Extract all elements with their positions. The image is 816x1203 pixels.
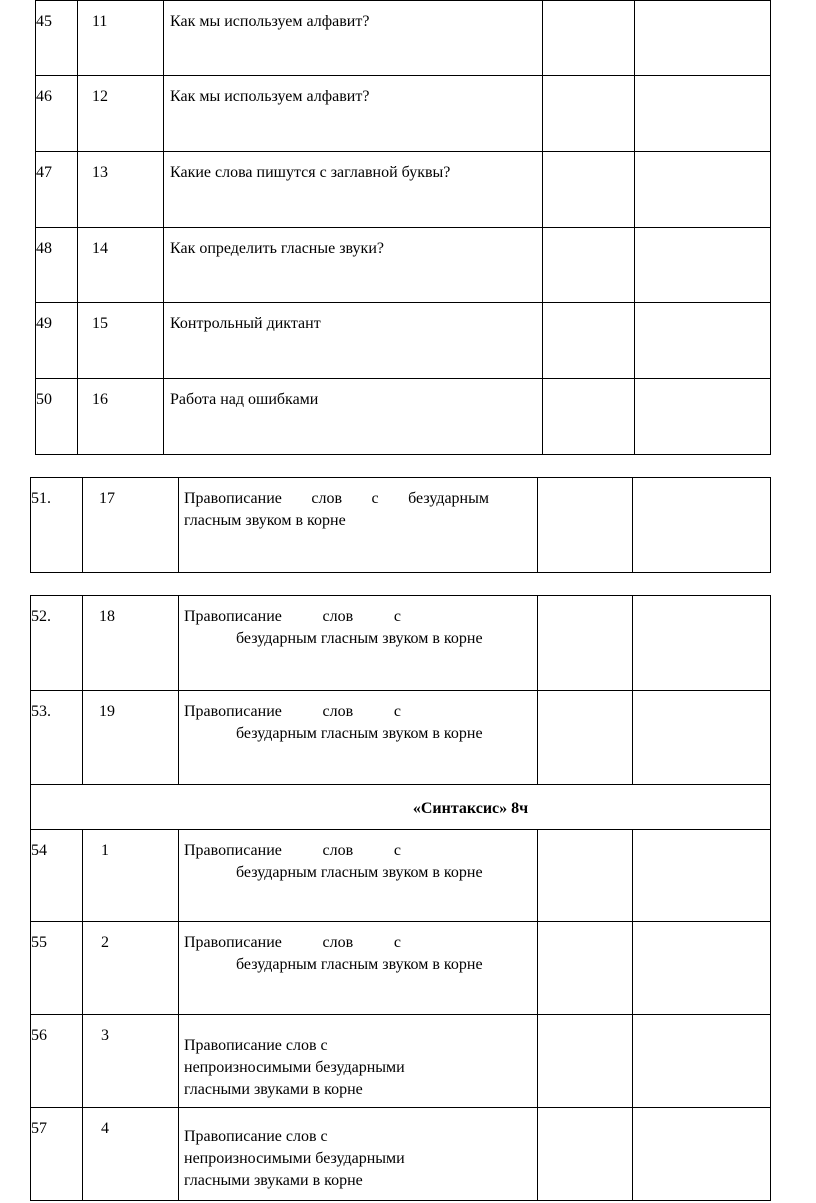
date-cell [543, 76, 635, 152]
topic-line: непроизносимыми безударными [184, 1150, 405, 1167]
notes-cell [635, 303, 771, 379]
topic-line: Правописание слов с [184, 703, 401, 720]
notes-cell [633, 596, 771, 691]
table-row [31, 478, 771, 573]
lesson-index: 1 [83, 830, 179, 922]
topic-line: непроизносимыми безударными [184, 1059, 405, 1076]
lesson-topic [179, 1015, 538, 1108]
lesson-index: 3 [83, 1015, 179, 1108]
lesson-index: 14 [78, 228, 164, 303]
table-row [36, 1, 771, 76]
table-row [36, 228, 771, 303]
lesson-topic [179, 1108, 538, 1201]
table-row [31, 1015, 771, 1108]
lesson-number: 54 [31, 830, 83, 922]
lesson-table-2 [30, 477, 771, 573]
table-row [31, 1108, 771, 1201]
lesson-number: 46 [36, 76, 78, 152]
lesson-number: 52. [31, 596, 83, 691]
topic-line: гласным звуком в корне [184, 512, 346, 529]
lesson-topic: Контрольный диктант [164, 303, 543, 379]
lesson-index: 17 [83, 478, 179, 573]
topic-line: Правописание слов с безударным [184, 490, 489, 507]
lesson-topic [179, 830, 538, 922]
table-row [36, 303, 771, 379]
table-row [31, 691, 771, 785]
lesson-topic: Как мы используем алфавит? [164, 1, 543, 76]
lesson-index: 4 [83, 1108, 179, 1201]
date-cell [538, 1108, 633, 1201]
section-title: «Синтаксис» 8ч [31, 785, 771, 830]
lesson-topic [179, 596, 538, 691]
lesson-index: 11 [78, 1, 164, 76]
topic-line: гласными звуками в корне [184, 1172, 363, 1189]
table-row [31, 830, 771, 922]
notes-cell [635, 379, 771, 455]
lesson-index: 19 [83, 691, 179, 785]
topic-line: безударным гласным звуком в корне [236, 725, 483, 742]
lesson-topic: Какие слова пишутся с заглавной буквы? [164, 152, 543, 228]
notes-cell [633, 1108, 771, 1201]
date-cell [543, 228, 635, 303]
topic-line: Правописание слов с [184, 608, 401, 625]
table-row [31, 596, 771, 691]
lesson-index: 16 [78, 379, 164, 455]
lesson-number: 45 [36, 1, 78, 76]
lesson-number: 47 [36, 152, 78, 228]
lesson-index: 12 [78, 76, 164, 152]
lesson-topic: Работа над ошибками [164, 379, 543, 455]
lesson-index: 13 [78, 152, 164, 228]
lesson-topic [179, 922, 538, 1015]
notes-cell [633, 922, 771, 1015]
notes-cell [633, 691, 771, 785]
notes-cell [635, 152, 771, 228]
lesson-number: 55 [31, 922, 83, 1015]
date-cell [543, 303, 635, 379]
table-row [36, 152, 771, 228]
lesson-topic [179, 691, 538, 785]
lesson-number: 53. [31, 691, 83, 785]
date-cell [538, 1015, 633, 1108]
lesson-index: 18 [83, 596, 179, 691]
date-cell [538, 478, 633, 573]
topic-line: Правописание слов с [184, 1037, 328, 1054]
date-cell [538, 830, 633, 922]
lesson-table-3 [30, 595, 771, 1201]
date-cell [538, 691, 633, 785]
notes-cell [633, 478, 771, 573]
table-row [31, 922, 771, 1015]
date-cell [538, 596, 633, 691]
lesson-number: 51. [31, 478, 83, 573]
lesson-topic [179, 478, 538, 573]
lesson-topic: Как определить гласные звуки? [164, 228, 543, 303]
lesson-number: 57 [31, 1108, 83, 1201]
notes-cell [635, 228, 771, 303]
topic-line: Правописание слов с [184, 842, 401, 859]
notes-cell [635, 76, 771, 152]
topic-line: безударным гласным звуком в корне [236, 956, 483, 973]
date-cell [543, 379, 635, 455]
lesson-number: 50 [36, 379, 78, 455]
date-cell [538, 922, 633, 1015]
notes-cell [633, 830, 771, 922]
topic-line: безударным гласным звуком в корне [236, 630, 483, 647]
date-cell [543, 1, 635, 76]
topic-line: безударным гласным звуком в корне [236, 864, 483, 881]
lesson-index: 2 [83, 922, 179, 1015]
lesson-number: 56 [31, 1015, 83, 1108]
topic-line: гласными звуками в корне [184, 1081, 363, 1098]
lesson-index: 15 [78, 303, 164, 379]
notes-cell [635, 1, 771, 76]
table-row [36, 76, 771, 152]
lesson-number: 48 [36, 228, 78, 303]
lesson-table-1 [35, 0, 771, 455]
lesson-topic: Как мы используем алфавит? [164, 76, 543, 152]
lesson-number: 49 [36, 303, 78, 379]
topic-line: Правописание слов с [184, 934, 401, 951]
date-cell [543, 152, 635, 228]
section-row [31, 785, 771, 830]
table-row [36, 379, 771, 455]
notes-cell [633, 1015, 771, 1108]
topic-line: Правописание слов с [184, 1128, 328, 1145]
